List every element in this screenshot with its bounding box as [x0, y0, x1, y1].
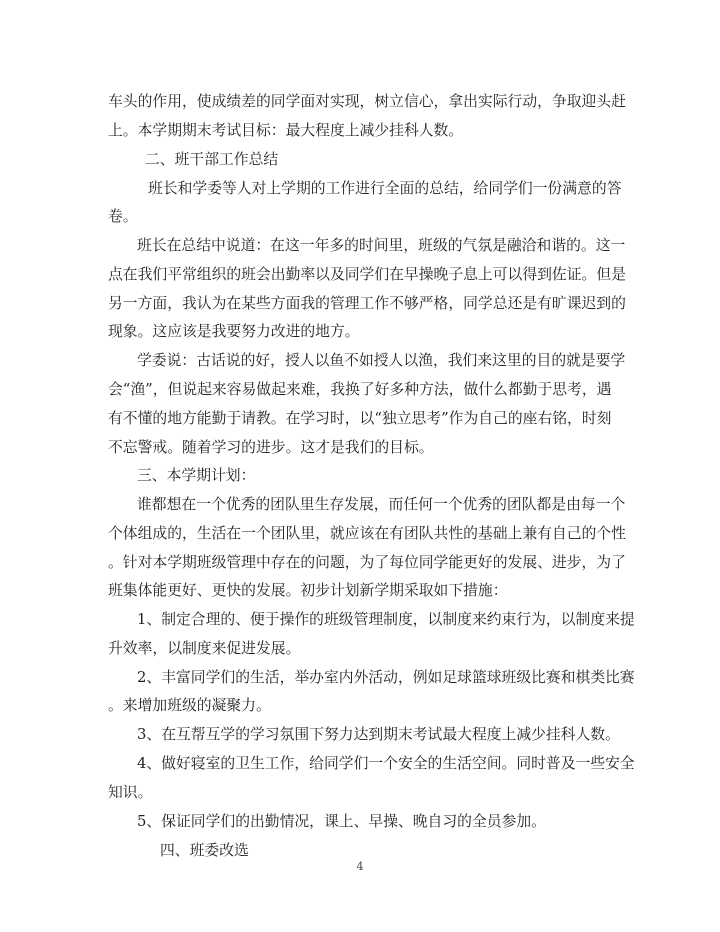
list-item: 3、在互帮互学的学习氛围下努力达到期末考试最大程度上减少挂科人数。	[137, 726, 620, 743]
section-heading: 二、班干部工作总结	[145, 151, 279, 168]
paragraph-line: 班集体能更好、更快的发展。初步计划新学期采取如下措施：	[108, 582, 508, 599]
paragraph-line: 。针对本学期班级管理中存在的问题，为了每位同学能更好的发展、进步，为了	[108, 554, 626, 571]
list-item: 1、制定合理的、便于操作的班级管理制度，以制度来约束行为，以制度来提	[137, 611, 635, 628]
paragraph-line: 车头的作用，使成绩差的同学面对实现，树立信心，拿出实际行动，争取迎头赶	[108, 93, 626, 110]
paragraph-line: 个体组成的，生活在一个团队里，就应该在有团队共性的基础上兼有自己的个性	[108, 525, 626, 542]
list-item: 4、做好寝室的卫生工作，给同学们一个安全的生活空间。同时普及一些安全	[137, 755, 635, 772]
list-item-continuation: 升效率，以制度来促进发展。	[108, 640, 301, 657]
list-item: 2、丰富同学们的生活，举办室内外活动，例如足球篮球班级比赛和棋类比赛	[137, 669, 635, 686]
paragraph-line: 上。本学期期末考试目标：最大程度上减少挂科人数。	[108, 122, 464, 139]
page-number: 4	[356, 860, 364, 873]
paragraph-line: 不忘警戒。随着学习的进步。这才是我们的目标。	[108, 439, 434, 456]
list-item-continuation: 。来增加班级的凝聚力。	[108, 697, 271, 714]
paragraph-line: 谁都想在一个优秀的团队里生存发展，而任何一个优秀的团队都是由每一个	[137, 496, 626, 513]
paragraph-line: 班长和学委等人对上学期的工作进行全面的总结，给同学们一份满意的答	[148, 180, 622, 197]
paragraph-line: 会“渔”，但说起来容易做起来难，我换了好多种方法，做什么都勤于思考，遇	[108, 381, 612, 398]
paragraph-line: 另一方面，我认为在某些方面我的管理工作不够严格，同学总还是有旷课迟到的	[108, 295, 626, 312]
paragraph-line: 卷。	[108, 208, 138, 225]
paragraph-line: 学委说：古话说的好，授人以鱼不如授人以渔，我们来这里的目的就是要学	[137, 352, 626, 369]
list-item-continuation: 知识。	[108, 784, 153, 801]
section-heading: 三、本学期计划：	[137, 467, 256, 484]
section-heading: 四、班委改选	[160, 842, 249, 859]
paragraph-line: 现象。这应该是我要努力改进的地方。	[108, 323, 360, 340]
paragraph-line: 有不懂的地方能勤于请教。在学习时，以“独立思考”作为自己的座右铭，时刻	[108, 410, 612, 427]
list-item: 5、保证同学们的出勤情况，课上、早操、晚自习的全员参加。	[137, 813, 546, 830]
paragraph-line: 班长在总结中说道：在这一年多的时间里，班级的气氛是融洽和谐的。这一	[137, 237, 626, 254]
paragraph-line: 点在我们平常组织的班会出勤率以及同学们在早操晚子息上可以得到佐证。但是	[108, 266, 626, 283]
